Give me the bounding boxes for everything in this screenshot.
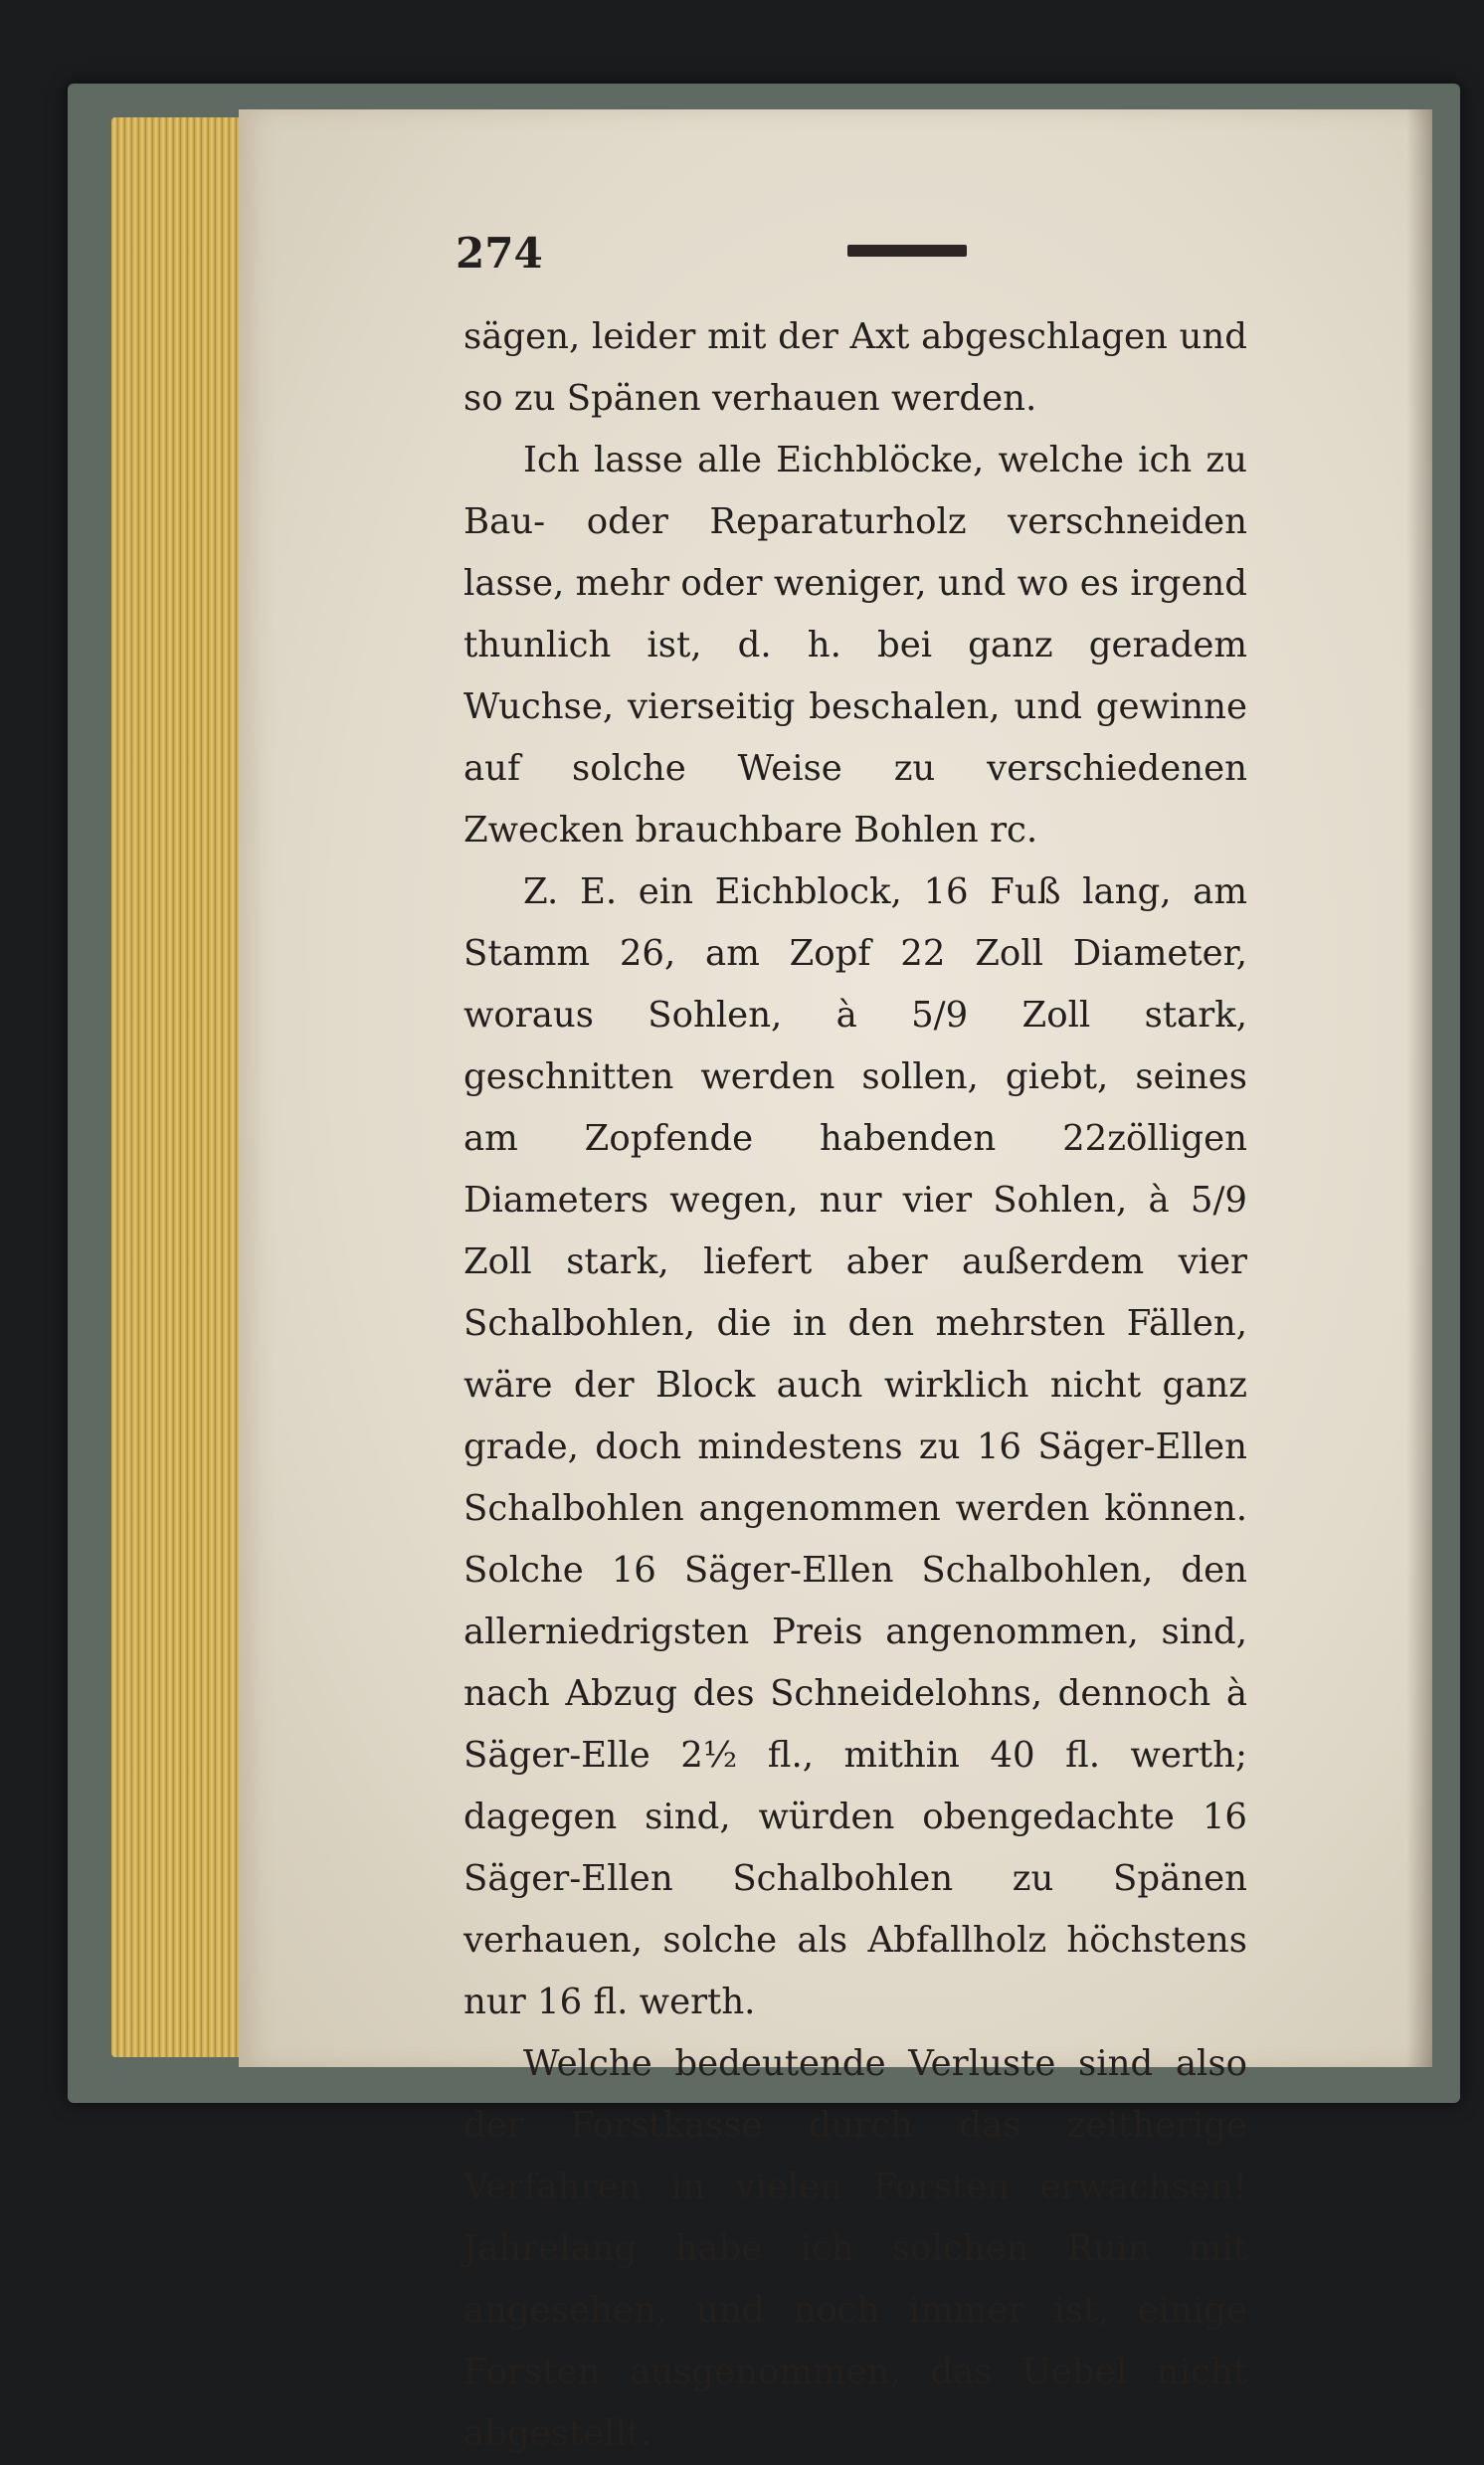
- paragraph-1: sägen, leider mit der Axt abgeschlagen und so zu Spänen verhauen werden.: [464, 316, 1247, 419]
- paragraph-2: Ich lasse alle Eichblöcke, welche ich zu Bau- oder Reparaturholz verschneiden lasse, mehr oder weniger, und wo es irgend thunlich ist, d. h. bei ganz geradem Wuchse, vierseitig beschalen, und gewinne auf solche Weise zu verschiedenen Zwecken brauchbare Bohlen rc.: [464, 440, 1247, 851]
- paragraph-3: Z. E. ein Eichblock, 16 Fuß lang, am Stamm 26, am Zopf 22 Zoll Diameter, woraus Sohlen, à 5/9 Zoll stark, geschnitten werden sollen, giebt, seines am Zopfende habenden 22zölligen Diameters wegen, nur vier Sohlen, à 5/9 Zoll stark, liefert aber außerdem vier Schalbohlen, die in den mehrsten Fällen, wäre der Block auch wirklich nicht ganz grade, doch mindestens zu 16 Säger-Ellen Schalbohlen angenommen werden können. Solche 16 Säger-Ellen Schalbohlen, den allerniedrigsten Preis angenommen, sind, nach Abzug des Schneidelohns, dennoch à Säger-Elle 2½ fl., mithin 40 fl. werth; dagegen sind, würden obengedachte 16 Säger-Ellen Schalbohlen zu Spänen verhauen, solche als Abfallholz höchstens nur 16 fl. werth.: [464, 871, 1247, 2022]
- book-page: [239, 109, 1432, 2454]
- paragraph-4: Welche bedeutende Verluste sind also der Forstkasse durch das zeitherige Verfahren in vielen Forsten erwachsen! Jahrelang habe ich solchen Ruin mit angesehen, und noch immer ist, einige Forsten ausgenommen, das Uebel nicht abgestellt.: [464, 2043, 1247, 2454]
- header-rule: [847, 245, 967, 257]
- page-text: [464, 306, 1247, 2465]
- page-gutter-shadow: [1406, 109, 1432, 2067]
- page-edges: [111, 117, 259, 2057]
- page-number: 274: [456, 229, 543, 278]
